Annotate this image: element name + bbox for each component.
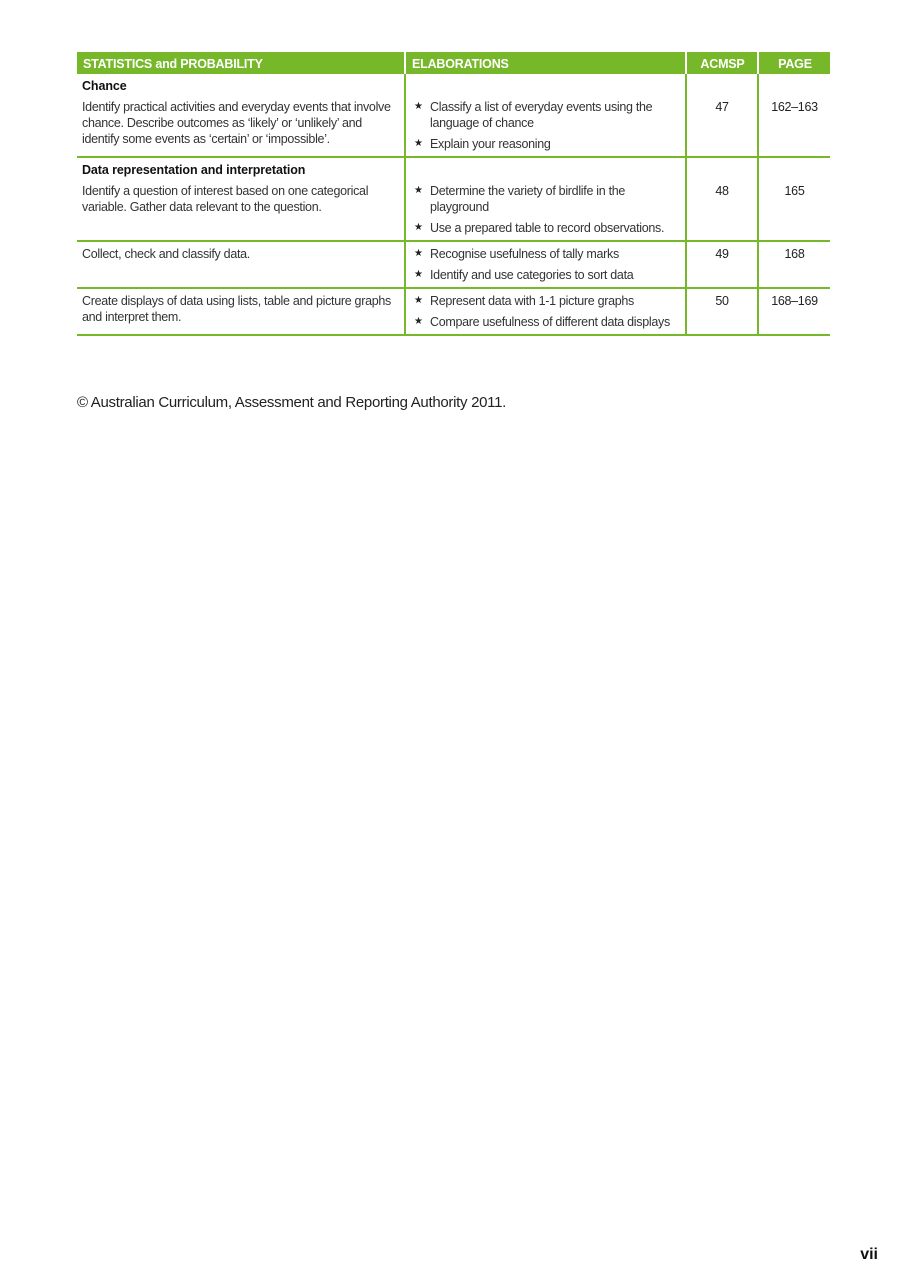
elaboration-text: Identify and use categories to sort data bbox=[430, 268, 634, 282]
page-reference: 162–163 bbox=[771, 100, 818, 114]
elaboration-item bbox=[414, 314, 681, 330]
standard-description: Collect, check and classify data. bbox=[82, 247, 250, 261]
elaboration-item bbox=[414, 136, 681, 152]
elaboration-item bbox=[414, 267, 681, 283]
elaboration-text: Determine the variety of birdlife in the playground bbox=[430, 184, 626, 214]
section-heading: Chance bbox=[82, 79, 127, 93]
star-bullet-icon: ★ bbox=[414, 248, 423, 259]
elaboration-item bbox=[414, 99, 681, 131]
elaborations-cell bbox=[405, 157, 686, 241]
elaborations-cell bbox=[405, 241, 686, 288]
star-bullet-icon: ★ bbox=[414, 185, 423, 196]
header-page: PAGE bbox=[758, 52, 830, 74]
elaboration-item bbox=[414, 183, 681, 215]
page-reference: 168–169 bbox=[771, 294, 818, 308]
elaboration-text: Use a prepared table to record observations. bbox=[430, 221, 665, 235]
page-cell bbox=[758, 157, 830, 241]
standard-description: Create displays of data using lists, table and picture graphs and interpret them. bbox=[82, 294, 391, 324]
standard-cell bbox=[77, 288, 405, 335]
code-cell bbox=[686, 157, 758, 241]
elaboration-item bbox=[414, 220, 681, 236]
elaboration-text: Represent data with 1-1 picture graphs bbox=[430, 294, 634, 308]
standard-cell bbox=[77, 157, 405, 241]
page-cell bbox=[758, 241, 830, 288]
star-bullet-icon: ★ bbox=[414, 316, 423, 327]
elaborations-cell bbox=[405, 74, 686, 157]
copyright-notice: © Australian Curriculum, Assessment and Reporting Authority 2011. bbox=[77, 394, 506, 411]
header-strand: STATISTICS and PROBABILITY bbox=[77, 52, 405, 74]
elaboration-item bbox=[414, 246, 681, 262]
acmsp-code: 49 bbox=[715, 247, 729, 261]
elaboration-text: Compare usefulness of different data displays bbox=[430, 315, 670, 329]
table-row bbox=[77, 241, 830, 288]
standard-cell bbox=[77, 74, 405, 157]
table-header-row bbox=[77, 52, 830, 74]
code-cell bbox=[686, 74, 758, 157]
code-cell bbox=[686, 288, 758, 335]
table-row bbox=[77, 288, 830, 335]
header-code: ACMSP bbox=[686, 52, 758, 74]
table-row bbox=[77, 157, 830, 241]
star-bullet-icon: ★ bbox=[414, 222, 423, 233]
page-number: vii bbox=[860, 1246, 878, 1263]
page-reference: 165 bbox=[784, 184, 805, 198]
page-cell bbox=[758, 74, 830, 157]
elaboration-text: Classify a list of everyday events using the language of chance bbox=[430, 100, 653, 130]
acmsp-code: 50 bbox=[715, 294, 729, 308]
acmsp-code: 47 bbox=[715, 100, 729, 114]
star-bullet-icon: ★ bbox=[414, 101, 423, 112]
elaboration-text: Explain your reasoning bbox=[430, 137, 551, 151]
star-bullet-icon: ★ bbox=[414, 295, 423, 306]
header-elaborations: ELABORATIONS bbox=[405, 52, 686, 74]
elaborations-cell bbox=[405, 288, 686, 335]
standard-description: Identify practical activities and everyday events that involve chance. Describe outcomes as ‘likely’ or ‘unlikely’ and identify some events as ‘certain’ or ‘impossible’. bbox=[82, 100, 391, 146]
curriculum-table bbox=[77, 52, 830, 336]
acmsp-code: 48 bbox=[715, 184, 729, 198]
standard-cell bbox=[77, 241, 405, 288]
elaboration-item bbox=[414, 293, 681, 309]
table-row bbox=[77, 74, 830, 157]
star-bullet-icon: ★ bbox=[414, 138, 423, 149]
section-heading: Data representation and interpretation bbox=[82, 163, 306, 177]
page-reference: 168 bbox=[784, 247, 805, 261]
page-cell bbox=[758, 288, 830, 335]
standard-description: Identify a question of interest based on one categorical variable. Gather data relevant to the question. bbox=[82, 184, 369, 214]
elaboration-text: Recognise usefulness of tally marks bbox=[430, 247, 619, 261]
code-cell bbox=[686, 241, 758, 288]
star-bullet-icon: ★ bbox=[414, 269, 423, 280]
